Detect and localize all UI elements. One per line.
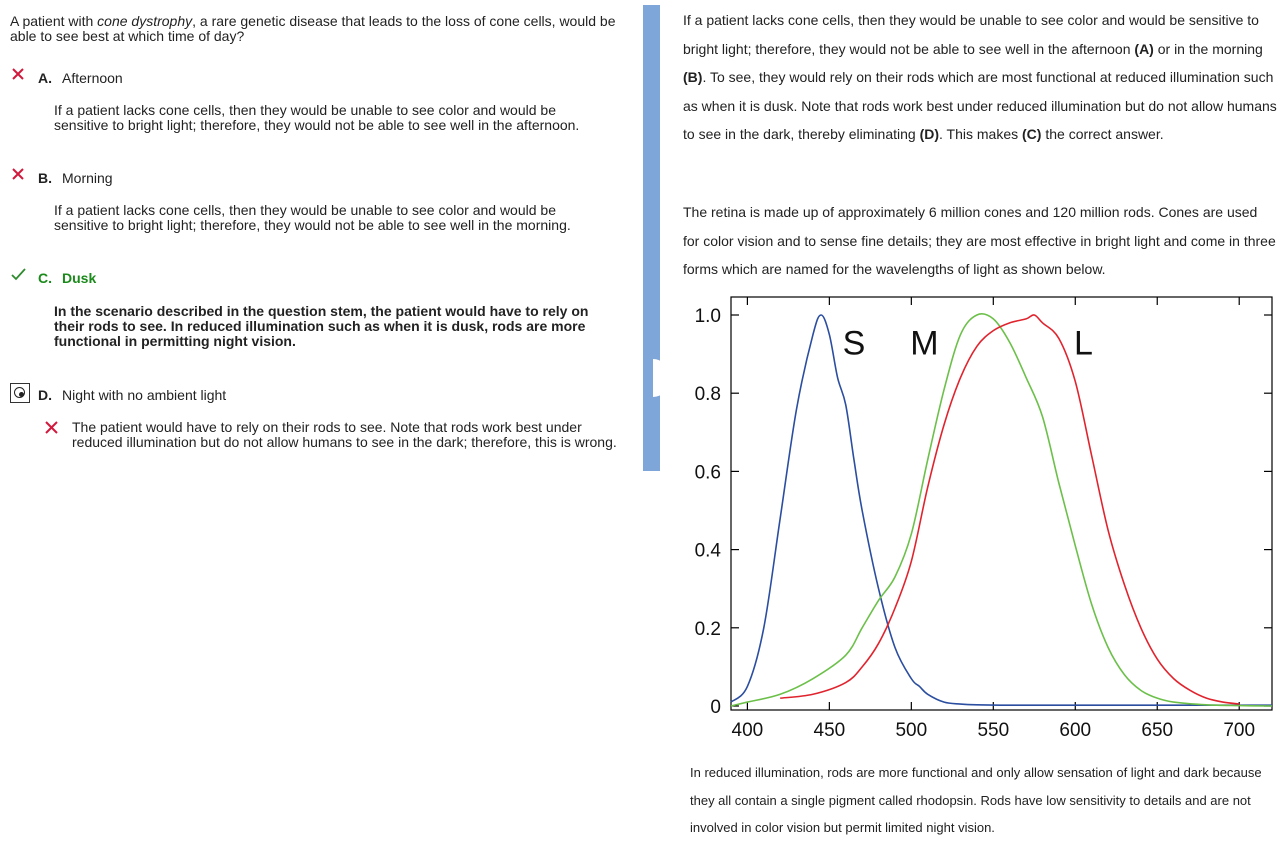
option-a[interactable] (10, 66, 630, 90)
choice-ref: (A) (1134, 40, 1154, 57)
x-tick-label: 450 (813, 720, 846, 741)
option-letter: B. (38, 170, 52, 186)
series-label-m: M (910, 324, 939, 363)
y-tick-label: 0.2 (694, 618, 721, 640)
option-d-explanation: The patient would have to rely on their rods to see. Note that rods work best under reduced illumination but do not allow humans to see in the dark; therefore, this is wrong. (72, 419, 617, 450)
x-tick-label: 500 (895, 720, 928, 741)
incorrect-x-icon (44, 420, 60, 436)
correct-check-icon (10, 266, 28, 284)
series-line-s (731, 315, 1272, 705)
explanation-text: . To see, they would rely on their rods which are most functional at reduced illumination such as when it is dusk. Note that rods work best under reduced illumination but do not allow humans to see in the dark, thereby eliminating (683, 69, 1277, 143)
question-panel (0, 0, 640, 840)
series-label-l: L (1074, 324, 1093, 363)
y-tick-label: 0 (710, 697, 721, 718)
x-tick-label: 400 (731, 720, 764, 741)
y-tick-label: 0.4 (694, 540, 721, 562)
option-label: Night with no ambient light (62, 387, 227, 403)
incorrect-x-icon (10, 166, 28, 184)
option-label: Afternoon (62, 70, 123, 86)
choice-ref: (C) (1022, 126, 1042, 143)
option-c-explanation: In the scenario described in the question stem, the patient would have to rely on their rods to see. In reduced illumination such as when it is dusk, rods are more functional in permitting night vision. (54, 303, 589, 349)
x-tick-label: 700 (1223, 720, 1256, 741)
option-label: Morning (62, 170, 113, 186)
cone-sensitivity-chart (660, 288, 1275, 750)
choice-ref: (D) (919, 126, 940, 143)
panel-divider[interactable] (643, 5, 660, 471)
plot-frame (731, 297, 1272, 710)
radio-ring (14, 387, 25, 398)
x-tick-label: 600 (1059, 720, 1092, 741)
chart-series (731, 314, 1272, 706)
figure-caption: In reduced illumination, rods are more functional and only allow sensation of light and dark because they all contain a single pigment called rhodopsin. Rods have low sensitivity to details and are not involved in color vision but permit limited night vision. (690, 765, 1262, 835)
x-tick-label: 550 (977, 720, 1010, 741)
explanation-paragraph-2: The retina is made up of approximately 6 million cones and 120 million rods. Cones are used for color vision and to sense fine details; they are most effective in bright light and come in three forms which are named for the wavelengths of light as shown below. (683, 204, 1276, 278)
y-tick-label: 1.0 (694, 306, 721, 327)
option-letter: D. (38, 387, 52, 403)
option-d[interactable] (10, 383, 630, 407)
question-stem (10, 14, 630, 44)
axis-ticks (695, 297, 1272, 741)
y-tick-label: 0.8 (694, 384, 721, 406)
choice-ref: (B) (683, 69, 703, 86)
option-b[interactable] (10, 166, 630, 190)
series-line-m (731, 314, 1272, 706)
chart-labels (843, 324, 1093, 362)
series-line-l (780, 315, 1239, 704)
option-letter: A. (38, 70, 52, 86)
stem-text: A patient with (10, 13, 98, 29)
option-a-explanation: If a patient lacks cone cells, then they would be unable to see color and would be sensitive to bright light; therefore, they would not be able to see well in the afternoon. (54, 102, 580, 133)
explanation-text: . This makes (939, 126, 1023, 143)
explanation-paragraph-1 (683, 6, 1277, 149)
option-label: Dusk (62, 270, 97, 286)
stem-text-end: , a rare genetic disease that leads to the loss of cone cells, would be able to see best at which time of day? (10, 13, 616, 44)
selected-radio-icon[interactable] (10, 383, 30, 403)
incorrect-x-icon (10, 66, 28, 84)
option-b-explanation: If a patient lacks cone cells, then they would be unable to see color and would be sensitive to bright light; therefore, they would not be able to see well in the morning. (54, 202, 571, 233)
option-letter: C. (38, 270, 52, 286)
explanation-text: If a patient lacks cone cells, then they would be unable to see color and would be sensitive to bright light; therefore, they would not be able to see well in the afternoon (683, 12, 1259, 57)
series-label-s: S (842, 324, 866, 363)
x-tick-label: 650 (1141, 720, 1174, 741)
y-tick-label: 0.6 (694, 462, 721, 484)
explanation-text: the correct answer. (1041, 126, 1164, 143)
radio-dot (19, 392, 24, 397)
explanation-text: or in the morning (1153, 40, 1263, 57)
stem-emphasis: cone dystrophy (97, 13, 193, 29)
option-c[interactable] (10, 266, 630, 290)
